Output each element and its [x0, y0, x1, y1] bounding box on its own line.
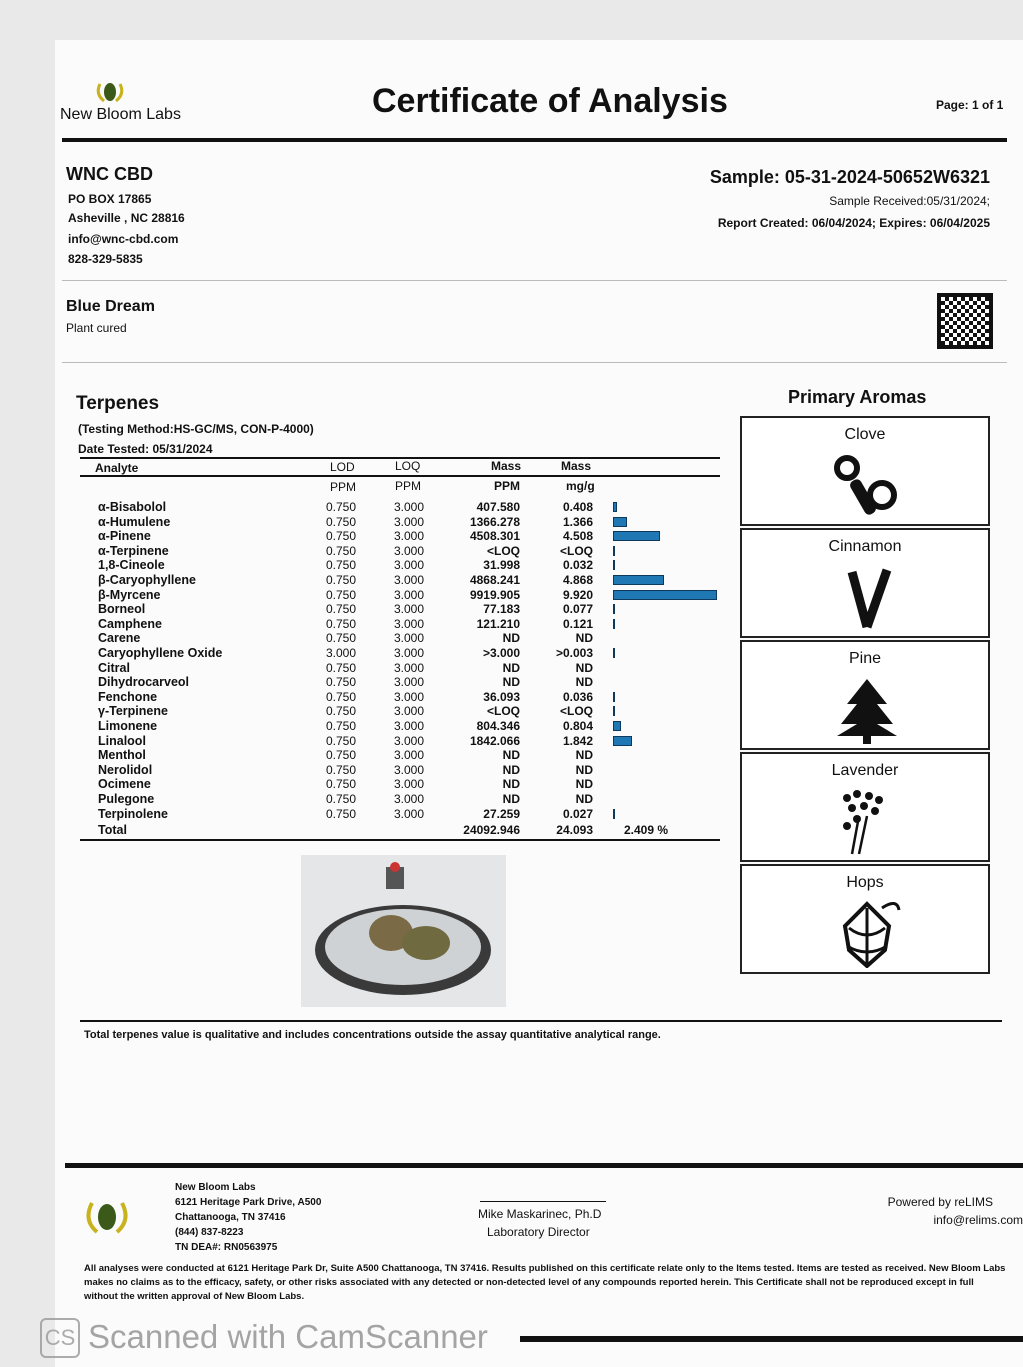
- total-label: Total: [98, 823, 127, 837]
- aroma-pine: [740, 640, 990, 750]
- loq-value: 3.000: [393, 806, 424, 821]
- analyte-name: α-Terpinene: [98, 543, 169, 558]
- lod-value: 0.750: [325, 660, 356, 675]
- lod-value: 0.750: [325, 587, 356, 602]
- lod-value: 0.750: [325, 792, 356, 806]
- loq-value: 3.000: [393, 558, 424, 573]
- divider: [80, 839, 720, 841]
- mass-ppm-value: 1842.066: [469, 733, 520, 748]
- analyte-name: Ocimene: [98, 777, 151, 792]
- lod-value: 0.750: [325, 806, 356, 821]
- table-row: [80, 690, 720, 704]
- analyte-name: Citral: [98, 660, 130, 675]
- lod-value: 0.750: [325, 616, 356, 631]
- mass-mg-value: ND: [575, 762, 593, 777]
- mass-mg-value: 0.027: [562, 806, 593, 821]
- divider: [65, 1163, 1023, 1168]
- mass-ppm-value: 27.259: [483, 806, 520, 821]
- mass-ppm-value: 407.580: [476, 500, 520, 514]
- client-name: WNC CBD: [66, 164, 153, 184]
- mass-mg-value: <LOQ: [559, 704, 593, 719]
- mass-mg-value: 0.036: [562, 689, 593, 704]
- table-row: [80, 588, 720, 602]
- mass-mg-value: 0.804: [562, 719, 593, 733]
- divider: [62, 138, 1007, 142]
- mass-ppm-value: 4508.301: [469, 529, 520, 544]
- product-type: Plant cured: [66, 321, 127, 335]
- lod-value: 0.750: [325, 543, 356, 558]
- table-row: [80, 792, 720, 806]
- concentration-bar: [613, 546, 615, 556]
- loq-value: 3.000: [393, 616, 424, 631]
- mass-mg-value: ND: [575, 660, 593, 675]
- analyte-name: Pulegone: [98, 792, 155, 806]
- lod-value: 0.750: [325, 573, 356, 587]
- camscanner-badge: CS: [40, 1318, 80, 1358]
- mass-mg-value: ND: [575, 675, 593, 690]
- table-row: [80, 515, 720, 529]
- total-ppm: 24092.946: [463, 823, 520, 837]
- lab-name: New Bloom Labs: [60, 106, 181, 123]
- powered-by: Powered by reLIMS: [887, 1195, 993, 1209]
- concentration-bar: [613, 809, 615, 819]
- analyte-name: Terpinolene: [98, 806, 168, 821]
- loq-value: 3.000: [393, 602, 424, 617]
- lod-value: 0.750: [325, 602, 356, 617]
- table-row: [80, 719, 720, 733]
- mass-ppm-value: 804.346: [476, 719, 520, 733]
- unit-loq: PPM: [395, 479, 422, 493]
- loq-value: 3.000: [393, 587, 424, 602]
- mass-ppm-value: 121.210: [476, 616, 520, 631]
- mass-ppm-value: ND: [502, 748, 520, 763]
- analyte-name: Limonene: [98, 719, 158, 733]
- analyte-name: Carene: [98, 631, 141, 646]
- terpenes-title: Terpenes: [76, 393, 160, 414]
- mass-ppm-value: 9919.905: [469, 587, 520, 602]
- lod-value: 0.750: [325, 762, 356, 777]
- col-loq: LOQ: [395, 459, 421, 473]
- col-mass-mg: Mass: [561, 459, 592, 473]
- concentration-bar: [613, 560, 615, 570]
- aroma-label: Hops: [846, 874, 884, 891]
- table-row: [80, 631, 720, 645]
- footer-logo-icon: [83, 1198, 131, 1236]
- unit-mass-ppm: PPM: [494, 479, 521, 493]
- terpene-note: Total terpenes value is qualitative and includes concentrations outside the assay quantitative analytical range.: [84, 1029, 661, 1041]
- mass-mg-value: ND: [575, 631, 593, 646]
- analyte-name: Borneol: [98, 602, 146, 617]
- aroma-label: Lavender: [831, 762, 899, 779]
- qr-code[interactable]: [937, 293, 993, 349]
- concentration-bar: [613, 736, 632, 746]
- table-row: [80, 661, 720, 675]
- mass-mg-value: 9.920: [562, 587, 593, 602]
- concentration-bar: [613, 619, 615, 629]
- lod-value: 0.750: [325, 631, 356, 646]
- divider: [80, 1020, 1002, 1022]
- testing-method: (Testing Method:HS-GC/MS, CON-P-4000): [78, 422, 314, 436]
- lod-value: 3.000: [325, 646, 356, 660]
- footer-address1: 6121 Heritage Park Drive, A500: [175, 1197, 322, 1208]
- lod-value: 0.750: [325, 514, 356, 529]
- loq-value: 3.000: [393, 719, 424, 733]
- concentration-bar: [613, 502, 617, 512]
- aroma-cinnamon: [740, 528, 990, 638]
- powered-email[interactable]: info@relims.com: [933, 1213, 1023, 1227]
- concentration-bar: [613, 517, 627, 527]
- loq-value: 3.000: [393, 631, 424, 646]
- footer-address2: Chattanooga, TN 37416: [175, 1212, 286, 1223]
- analyte-name: Nerolidol: [98, 762, 153, 777]
- page-title: Certificate of Analysis: [372, 82, 728, 120]
- signature-line: [480, 1201, 606, 1202]
- clove-icon: [827, 450, 907, 520]
- aroma-hops: [740, 864, 990, 974]
- loq-value: 3.000: [393, 675, 424, 690]
- footer-phone: (844) 837-8223: [175, 1227, 244, 1238]
- analyte-name: Dihydrocarveol: [98, 675, 190, 690]
- analyte-name: β-Myrcene: [98, 587, 161, 602]
- concentration-bar: [613, 531, 660, 541]
- mass-mg-value: 1.842: [562, 733, 593, 748]
- col-mass-ppm: Mass: [491, 459, 522, 473]
- aroma-label: Clove: [844, 426, 886, 443]
- unit-lod: PPM: [330, 480, 357, 494]
- lab-logo: [95, 80, 125, 109]
- analyte-name: γ-Terpinene: [98, 704, 168, 719]
- table-row: [80, 777, 720, 791]
- lod-value: 0.750: [325, 689, 356, 704]
- lod-value: 0.750: [325, 733, 356, 748]
- analyte-name: Camphene: [98, 616, 162, 631]
- table-row: [80, 646, 720, 660]
- concentration-bar: [613, 692, 615, 702]
- concentration-bar: [613, 590, 717, 600]
- lod-value: 0.750: [325, 675, 356, 690]
- mass-mg-value: ND: [575, 748, 593, 763]
- analyte-name: Linalool: [98, 733, 146, 748]
- mass-mg-value: >0.003: [555, 646, 593, 660]
- divider: [520, 1336, 1023, 1342]
- mass-mg-value: 0.077: [562, 602, 593, 617]
- loq-value: 3.000: [393, 543, 424, 558]
- mass-ppm-value: ND: [502, 675, 520, 690]
- concentration-bar: [613, 648, 615, 658]
- mass-mg-value: 0.408: [562, 500, 593, 514]
- lod-value: 0.750: [325, 704, 356, 719]
- aroma-clove: [740, 416, 990, 526]
- mass-mg-value: 1.366: [562, 514, 593, 529]
- loq-value: 3.000: [393, 646, 424, 660]
- mass-ppm-value: 4868.241: [469, 573, 520, 587]
- loq-value: 3.000: [393, 660, 424, 675]
- client-email: info@wnc-cbd.com: [68, 232, 179, 246]
- mass-ppm-value: 1366.278: [469, 514, 520, 529]
- table-row: [80, 617, 720, 631]
- divider: [62, 362, 1007, 363]
- mass-ppm-value: 36.093: [483, 689, 520, 704]
- table-row: [80, 529, 720, 543]
- loq-value: 3.000: [393, 704, 424, 719]
- sample-id: Sample: 05-31-2024-50652W6321: [709, 167, 990, 187]
- loq-value: 3.000: [393, 689, 424, 704]
- col-lod: LOD: [330, 460, 355, 474]
- signer-name: Mike Maskarinec, Ph.D: [478, 1207, 602, 1221]
- mass-ppm-value: <LOQ: [486, 543, 520, 558]
- lod-value: 0.750: [325, 500, 356, 514]
- loq-value: 3.000: [393, 733, 424, 748]
- client-phone: 828-329-5835: [68, 252, 143, 266]
- mass-ppm-value: <LOQ: [486, 704, 520, 719]
- mass-ppm-value: ND: [502, 660, 520, 675]
- unit-mass-mg: mg/g: [566, 479, 595, 493]
- page-number: Page: 1 of 1: [936, 98, 1004, 112]
- divider: [62, 280, 1007, 281]
- loq-value: 3.000: [393, 762, 424, 777]
- client-address1: PO BOX 17865: [68, 192, 152, 206]
- mass-ppm-value: 77.183: [483, 602, 520, 617]
- lod-value: 0.750: [325, 558, 356, 573]
- table-row: [80, 734, 720, 748]
- date-tested: Date Tested: 05/31/2024: [78, 442, 213, 456]
- loq-value: 3.000: [393, 514, 424, 529]
- table-row: [80, 675, 720, 689]
- cinnamon-icon: [827, 562, 907, 632]
- mass-mg-value: 4.508: [562, 529, 593, 544]
- divider: [80, 475, 720, 477]
- lab-logo-icon: [95, 80, 125, 104]
- analyte-name: Menthol: [98, 748, 146, 763]
- table-row: [80, 763, 720, 777]
- aroma-label: Pine: [848, 650, 882, 667]
- loq-value: 3.000: [393, 792, 424, 806]
- loq-value: 3.000: [393, 777, 424, 792]
- analyte-name: β-Caryophyllene: [98, 573, 196, 587]
- lavender-icon: [827, 786, 907, 856]
- camscanner-watermark: Scanned with CamScanner: [88, 1318, 488, 1355]
- product-name: Blue Dream: [66, 298, 155, 315]
- concentration-bar: [613, 575, 664, 585]
- table-row: [80, 544, 720, 558]
- mass-mg-value: 0.032: [562, 558, 593, 573]
- client-address2: Asheville , NC 28816: [68, 211, 185, 225]
- mass-ppm-value: ND: [502, 762, 520, 777]
- analyte-name: α-Bisabolol: [98, 500, 167, 514]
- hops-icon: [827, 898, 907, 968]
- mass-mg-value: ND: [575, 792, 593, 806]
- table-row: [80, 602, 720, 616]
- mass-mg-value: <LOQ: [559, 543, 593, 558]
- disclaimer: All analyses were conducted at 6121 Heritage Park Dr, Suite A500 Chattanooga, TN 37416. Results published on this certificate relate only to the Items tested. Items are tested as received. New Bloom Labs makes no claims as to the efficacy, safety, or other risks associated with any detected or non-detected level of any compounds reported herein. This Certificate shall not be reproduced except in full without the written approval of New Bloom Labs.: [84, 1263, 1006, 1302]
- concentration-bar: [613, 706, 615, 716]
- mass-ppm-value: 31.998: [483, 558, 520, 573]
- sample-received: Sample Received:05/31/2024;: [829, 194, 990, 208]
- mass-ppm-value: ND: [502, 631, 520, 646]
- table-row: [80, 558, 720, 572]
- report-dates: Report Created: 06/04/2024; Expires: 06/04/2025: [717, 216, 990, 230]
- footer-lab-name: New Bloom Labs: [175, 1182, 256, 1193]
- lod-value: 0.750: [325, 748, 356, 763]
- analyte-name: Fenchone: [98, 689, 158, 704]
- table-row: [80, 807, 720, 821]
- total-mg: 24.093: [556, 823, 593, 837]
- mass-ppm-value: >3.000: [482, 646, 520, 660]
- loq-value: 3.000: [393, 529, 424, 544]
- table-row: [80, 500, 720, 514]
- analyte-name: α-Humulene: [98, 514, 171, 529]
- analyte-name: α-Pinene: [98, 529, 151, 544]
- lod-value: 0.750: [325, 529, 356, 544]
- table-row: [80, 704, 720, 718]
- footer-dea: TN DEA#: RN0563975: [175, 1242, 278, 1253]
- loq-value: 3.000: [393, 573, 424, 587]
- mass-ppm-value: ND: [502, 792, 520, 806]
- concentration-bar: [613, 604, 615, 614]
- lod-value: 0.750: [325, 777, 356, 792]
- sample-photo: [301, 855, 506, 1007]
- aroma-label: Cinnamon: [828, 538, 902, 555]
- lod-value: 0.750: [325, 719, 356, 733]
- footer-lab-info: [175, 1180, 321, 1255]
- mass-mg-value: 0.121: [562, 616, 593, 631]
- signer-title: Laboratory Director: [487, 1225, 590, 1239]
- loq-value: 3.000: [393, 500, 424, 514]
- mass-ppm-value: ND: [502, 777, 520, 792]
- aromas-title: Primary Aromas: [788, 387, 927, 407]
- analyte-name: 1,8-Cineole: [98, 558, 165, 573]
- mass-mg-value: ND: [575, 777, 593, 792]
- loq-value: 3.000: [393, 748, 424, 763]
- aroma-lavender: [740, 752, 990, 862]
- concentration-bar: [613, 721, 621, 731]
- pine-tree-icon: [827, 674, 907, 744]
- analyte-name: Caryophyllene Oxide: [98, 646, 223, 660]
- table-row: [80, 748, 720, 762]
- col-analyte: Analyte: [95, 461, 139, 475]
- total-percent: 2.409 %: [624, 823, 669, 837]
- mass-mg-value: 4.868: [562, 573, 593, 587]
- table-row: [80, 573, 720, 587]
